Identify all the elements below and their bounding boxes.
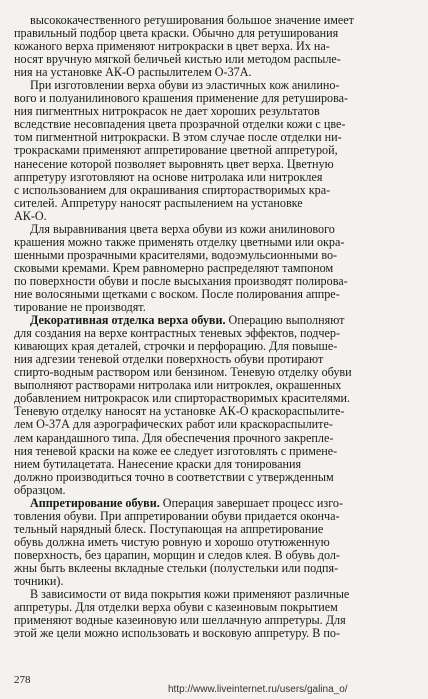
line-text: вого и полуанилинового крашения применение для ретуширова- (14, 92, 349, 106)
text-line (14, 184, 416, 197)
line-text: добавлением нитрокрасок или спирторастворимых красителями. (14, 392, 351, 406)
line-text: ния адгезии теневой отделки поверхность обуви протирают (14, 353, 324, 367)
line-text: поверхность, без царапин, морщин и следов клея. В обувь дол- (14, 548, 340, 562)
line-text: аппретуру изготовляют на основе нитролака или нитроклея (14, 170, 323, 184)
line-text: товления обуви. При аппретировании обуви придается оконча- (14, 509, 340, 523)
text-line (14, 40, 416, 53)
line-text: кивающих края деталей, строчки и перфорацию. Для повыше- (14, 340, 338, 354)
text-line (14, 562, 416, 575)
line-text: лем О-37А для аэрографических работ или краскораспылите- (14, 418, 333, 432)
text-line (14, 484, 416, 497)
line-text: В зависимости от вида покрытия кожи применяют различные (30, 588, 350, 602)
line-text: тирование не производят. (14, 301, 146, 315)
line-text: жны быть вклеены вкладные стельки (полустельки или подпя- (14, 561, 339, 575)
text-line (14, 471, 416, 484)
text-line (14, 14, 416, 27)
section-heading: Декоративная отделка верха обуви. (30, 314, 226, 328)
document-body (14, 14, 416, 640)
text-line (14, 497, 416, 510)
paragraph (14, 497, 416, 588)
line-text: нанесение которой позволяет выровнять цвет верха. Цветную (14, 157, 334, 171)
text-line (14, 445, 416, 458)
paragraph (14, 314, 416, 497)
line-text: ние волосяными щетками с воском. После полирования аппре- (14, 287, 340, 301)
line-text: При изготовлении верха обуви из эластичных кож анилино- (30, 79, 340, 93)
watermark-url: http://www.liveinternet.ru/users/galina_o/ (168, 684, 348, 695)
text-line (14, 223, 416, 236)
line-text: этой же цели можно использовать и восковую аппретуру. В по- (14, 627, 340, 641)
text-line (14, 288, 416, 301)
text-line (14, 53, 416, 66)
text-line (14, 171, 416, 184)
line-text: обувь должна иметь чистую ровную и хорошо отутюженную (14, 535, 330, 549)
text-line (14, 353, 416, 366)
line-text: Операция завершает процесс изго- (159, 496, 344, 510)
text-line (14, 588, 416, 601)
text-line (14, 432, 416, 445)
line-text: том пигментной нитрокраски. В этом случае после отделки ни- (14, 131, 342, 145)
line-text: нием бутилацетата. Нанесение краски для тонирования (14, 457, 302, 471)
line-text: Для выравнивания цвета верха обуви из кожи анилинового (30, 222, 335, 236)
line-text: ния на установке АК-О распылителем О-37А. (14, 66, 252, 80)
line-text: применяют водные казеиновую или шеллачную аппретуры. Для (14, 614, 346, 628)
text-line (14, 79, 416, 92)
text-line (14, 158, 416, 171)
text-line (14, 275, 416, 288)
text-line (14, 549, 416, 562)
text-line (14, 236, 416, 249)
text-line (14, 262, 416, 275)
line-text: ния пигментных нитрокрасок не дает хороших результатов (14, 105, 320, 119)
text-line (14, 510, 416, 523)
text-line (14, 458, 416, 471)
text-line (14, 575, 416, 588)
line-text: тельный нарядный блеск. Поступающая на аппретирование (14, 522, 324, 536)
text-line (14, 314, 416, 327)
text-line (14, 379, 416, 392)
line-text: образцом. (14, 483, 66, 497)
line-text: носят вручную мягкой беличьей кистью или методом распыле- (14, 53, 341, 67)
line-text: крашения можно также применять отделку цветными или окра- (14, 235, 345, 249)
text-line (14, 627, 416, 640)
text-line (14, 249, 416, 262)
text-line (14, 144, 416, 157)
section-heading: Аппретирование обуви. (30, 496, 160, 510)
line-text: сковыми кремами. Крем равномерно распределяют тампоном (14, 261, 334, 275)
line-text: сителей. Аппретуру наносят распылением на установке (14, 196, 303, 210)
text-line (14, 197, 416, 210)
text-line (14, 327, 416, 340)
line-text: должно производиться точно в соответствии с утвержденным (14, 470, 334, 484)
line-text: аппретуры. Для отделки верха обуви с казеиновым покрытием (14, 601, 338, 615)
line-text: шенными прозрачными красителями, водоэмульсионными во- (14, 248, 338, 262)
text-line (14, 27, 416, 40)
text-line (14, 536, 416, 549)
line-text: спирто-водным раствором или бензином. Теневую отделку обуви (14, 366, 352, 380)
line-text: правильный подбор цвета краски. Обычно для ретуширования (14, 27, 339, 41)
text-line (14, 366, 416, 379)
text-line (14, 601, 416, 614)
text-line (14, 405, 416, 418)
text-line (14, 523, 416, 536)
line-text: Теневую отделку наносят на установке АК-О краскораспылите- (14, 405, 345, 419)
paragraph (14, 588, 416, 640)
text-line (14, 392, 416, 405)
paragraph (14, 14, 416, 79)
line-text: вследствие несовпадения цвета прозрачной отделки кожи с цве- (14, 118, 346, 132)
line-text: выполняют растворами нитролака или нитроклея, окрашенных (14, 379, 342, 393)
line-text: с использованием для окрашивания спирторастворимых кра- (14, 183, 331, 197)
line-text: Операцию выполняют (225, 314, 345, 328)
paragraph (14, 223, 416, 314)
text-line (14, 418, 416, 431)
text-line (14, 340, 416, 353)
line-text: трокрасками применяют аппретирование цветной аппретурой, (14, 144, 338, 158)
page-number: 278 (14, 674, 31, 686)
text-line (14, 118, 416, 131)
text-line (14, 301, 416, 314)
line-text: по поверхности обуви и после высыхания производят полирова- (14, 274, 348, 288)
text-line (14, 210, 416, 223)
text-line (14, 66, 416, 79)
line-text: ния теневой краски на коже ее следует изготовлять с примене- (14, 444, 338, 458)
line-text: кожаного верха применяют нитрокраски в цвет верха. Их на- (14, 40, 330, 54)
line-text: АК-О. (14, 209, 47, 223)
paragraph (14, 79, 416, 223)
text-line (14, 131, 416, 144)
text-line (14, 105, 416, 118)
text-line (14, 92, 416, 105)
line-text: для создания на верхе контрастных теневых эффектов, подчер- (14, 327, 341, 341)
line-text: высококачественного ретуширования большое значение имеет (30, 14, 354, 27)
line-text: лем карандашного типа. Для обеспечения прочного закрепле- (14, 431, 334, 445)
text-line (14, 614, 416, 627)
line-text: точники). (14, 575, 64, 589)
